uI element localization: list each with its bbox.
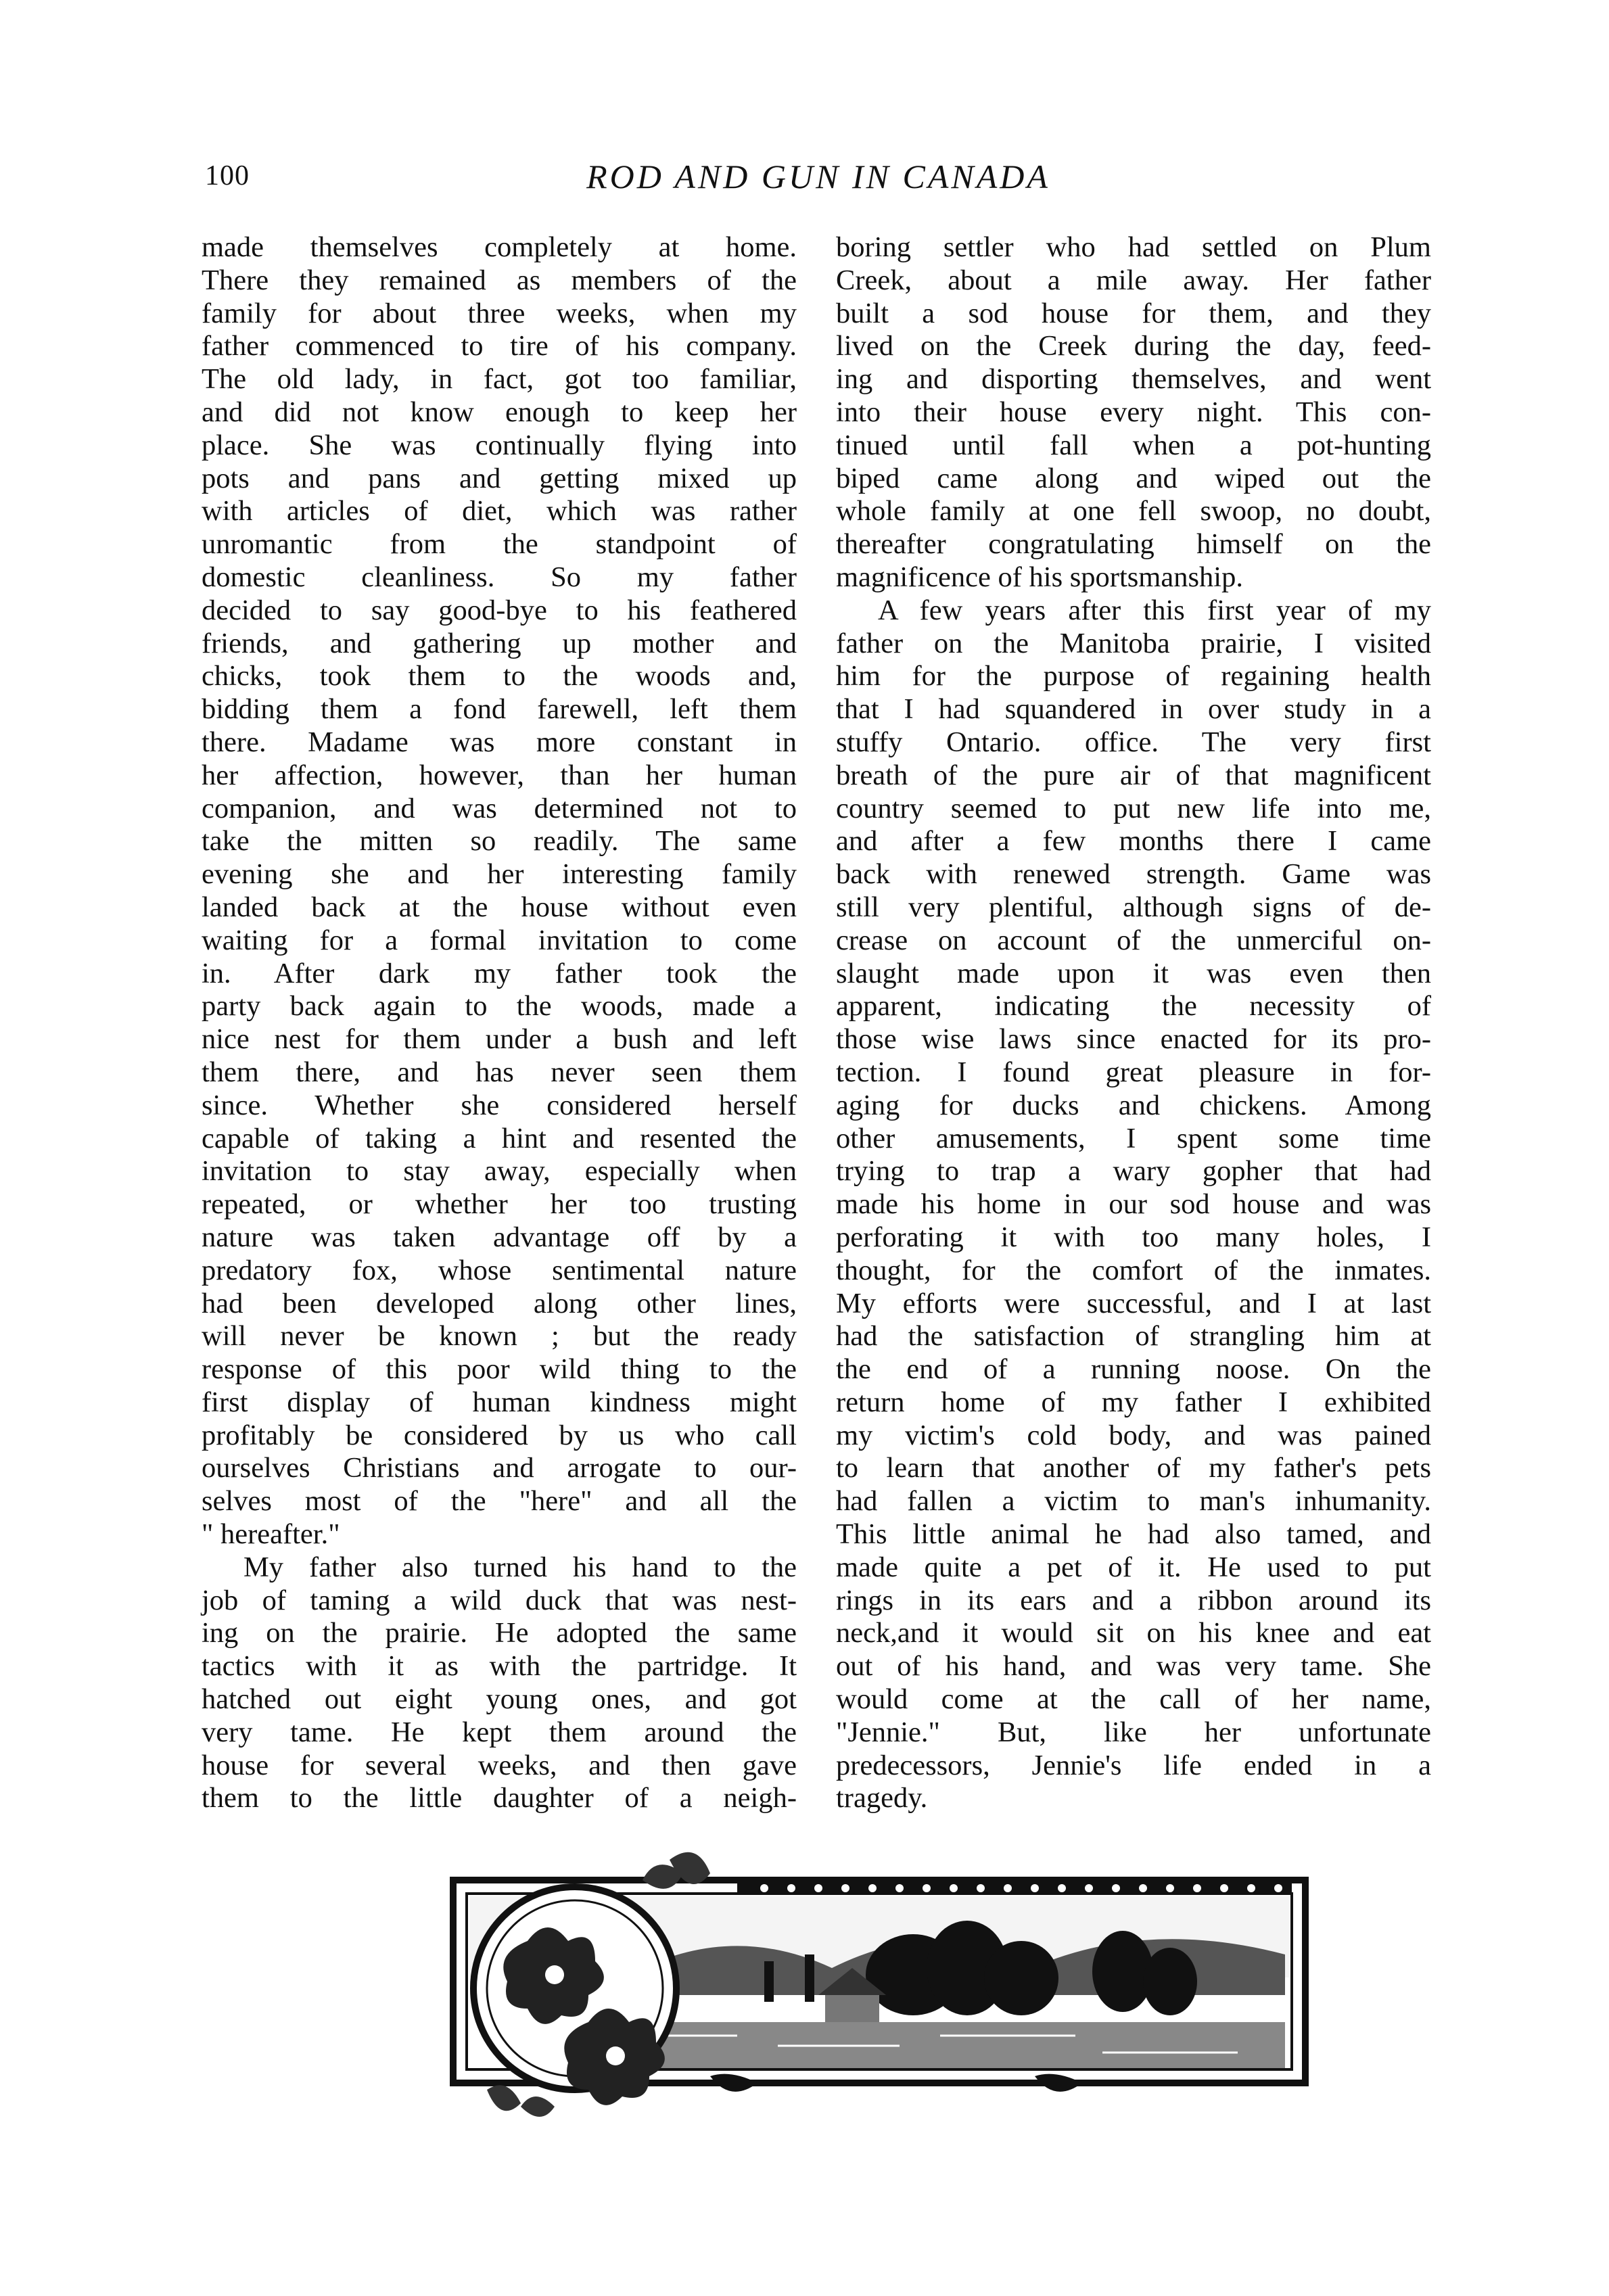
text-line: selves most of the "here" and all the <box>202 1485 797 1518</box>
text-line: had fallen a victim to man's inhumanity. <box>836 1485 1431 1518</box>
text-line: invitation to stay away, especially when <box>202 1155 797 1188</box>
text-line: magnificence of his sportsmanship. <box>836 561 1243 593</box>
text-line: them there, and has never seen them <box>202 1056 797 1088</box>
running-head: ROD AND GUN IN CANADA <box>586 158 1050 195</box>
text-line: apparent, indicating the necessity of <box>836 990 1431 1023</box>
text-line: Creek, about a mile away. Her father <box>836 264 1431 296</box>
text-line: made themselves completely at home. <box>202 231 797 263</box>
text-line: " hereafter." <box>202 1518 340 1551</box>
text-line: first display of human kindness might <box>202 1386 797 1418</box>
text-line: A few years after this first year of my <box>878 594 1431 626</box>
text-line: lived on the Creek during the day, feed- <box>836 330 1431 362</box>
text-line: her affection, however, than her human <box>202 759 797 791</box>
text-line: since. Whether she considered herself <box>202 1089 797 1121</box>
text-line: return home of my father I exhibited <box>836 1386 1431 1418</box>
text-line: nature was taken advantage off by a <box>202 1221 797 1253</box>
text-line: The old lady, in fact, got too familiar, <box>202 363 797 396</box>
page-number: 100 <box>205 160 250 191</box>
text-line: and did not know enough to keep her <box>202 396 797 428</box>
text-line: capable of taking a hint and resented the <box>202 1122 797 1154</box>
text-line: take the mitten so readily. The same <box>202 825 797 858</box>
text-line: bidding them a fond farewell, left them <box>202 693 797 726</box>
text-line: thereafter congratulating himself on the <box>836 528 1431 561</box>
text-line: slaught made upon it was even then <box>836 957 1431 989</box>
text-line: very tame. He kept them around the <box>202 1716 797 1748</box>
text-line: ing on the prairie. He adopted the same <box>202 1617 797 1649</box>
right-column <box>836 231 1431 1815</box>
text-line: that I had squandered in over study in a <box>836 693 1431 726</box>
text-line: repeated, or whether her too trusting <box>202 1188 797 1221</box>
text-line: perforating it with too many holes, I <box>836 1221 1431 1253</box>
text-line: neck,and it would sit on his knee and eat <box>836 1617 1431 1649</box>
text-line: out of his hand, and was very tame. She <box>836 1650 1431 1683</box>
text-line: other amusements, I spent some time <box>836 1122 1431 1154</box>
text-line: landed back at the house without even <box>202 891 797 923</box>
text-line: breath of the pure air of that magnificent <box>836 759 1431 791</box>
text-line: decided to say good-bye to his feathered <box>202 594 797 626</box>
text-line: predatory fox, whose sentimental nature <box>202 1254 797 1286</box>
text-line: family for about three weeks, when my <box>202 297 797 329</box>
text-line: tection. I found great pleasure in for- <box>836 1056 1431 1088</box>
text-line: father on the Manitoba prairie, I visited <box>836 627 1431 659</box>
text-line: place. She was continually flying into <box>202 429 797 461</box>
text-line: companion, and was determined not to <box>202 792 797 824</box>
text-line: made his home in our sod house and was <box>836 1188 1431 1221</box>
text-line: rings in its ears and a ribbon around its <box>836 1584 1431 1616</box>
text-line: "Jennie." But, like her unfortunate <box>836 1716 1431 1748</box>
text-line: will never be known ; but the ready <box>202 1320 797 1353</box>
text-line: crease on account of the unmerciful on- <box>836 924 1431 956</box>
text-line: with articles of diet, which was rather <box>202 495 797 528</box>
text-line: had the satisfaction of strangling him at <box>836 1320 1431 1353</box>
text-line: pots and pans and getting mixed up <box>202 462 797 494</box>
text-line: back with renewed strength. Game was <box>836 858 1431 891</box>
text-line: tragedy. <box>836 1782 928 1814</box>
text-line: chicks, took them to the woods and, <box>202 660 797 693</box>
text-line: had been developed along other lines, <box>202 1287 797 1319</box>
text-line: still very plentiful, although signs of de- <box>836 891 1431 923</box>
text-line: unromantic from the standpoint of <box>202 528 797 561</box>
text-line: father commenced to tire of his company. <box>202 330 797 362</box>
text-line: nice nest for them under a bush and left <box>202 1023 797 1056</box>
text-line: him for the purpose of regaining health <box>836 660 1431 693</box>
text-line: stuffy Ontario. office. The very first <box>836 726 1431 758</box>
text-line: my victim's cold body, and was pained <box>836 1419 1431 1451</box>
text-line: domestic cleanliness. So my father <box>202 561 797 593</box>
text-line: the end of a running noose. On the <box>836 1353 1431 1386</box>
text-line: friends, and gathering up mother and <box>202 627 797 659</box>
text-line: them to the little daughter of a neigh- <box>202 1782 797 1814</box>
text-line: boring settler who had settled on Plum <box>836 231 1431 263</box>
text-line: ourselves Christians and arrogate to our- <box>202 1452 797 1484</box>
landscape-vignette-icon <box>426 1840 1332 2124</box>
text-line: evening she and her interesting family <box>202 858 797 891</box>
left-column <box>202 231 797 1815</box>
text-line: My efforts were successful, and I at last <box>836 1287 1431 1319</box>
text-line: trying to trap a wary gopher that had <box>836 1155 1431 1188</box>
text-line: whole family at one fell swoop, no doubt, <box>836 495 1431 528</box>
text-line: built a sod house for them, and they <box>836 297 1431 329</box>
text-line: hatched out eight young ones, and got <box>202 1683 797 1716</box>
text-line: ing and disporting themselves, and went <box>836 363 1431 396</box>
text-line: in. After dark my father took the <box>202 957 797 989</box>
text-line: those wise laws since enacted for its pro- <box>836 1023 1431 1056</box>
text-line: My father also turned his hand to the <box>243 1551 797 1583</box>
text-line: job of taming a wild duck that was nest- <box>202 1584 797 1616</box>
text-line: This little animal he had also tamed, and <box>836 1518 1431 1551</box>
text-line: house for several weeks, and then gave <box>202 1749 797 1781</box>
text-line: there. Madame was more constant in <box>202 726 797 758</box>
text-line: would come at the call of her name, <box>836 1683 1431 1716</box>
text-line: tactics with it as with the partridge. It <box>202 1650 797 1683</box>
text-line: party back again to the woods, made a <box>202 990 797 1023</box>
text-line: thought, for the comfort of the inmates. <box>836 1254 1431 1286</box>
text-line: to learn that another of my father's pets <box>836 1452 1431 1484</box>
text-line: response of this poor wild thing to the <box>202 1353 797 1386</box>
text-line: waiting for a formal invitation to come <box>202 924 797 956</box>
text-line: tinued until fall when a pot-hunting <box>836 429 1431 461</box>
text-line: biped came along and wiped out the <box>836 462 1431 494</box>
text-line: country seemed to put new life into me, <box>836 792 1431 824</box>
text-line: profitably be considered by us who call <box>202 1419 797 1451</box>
text-line: into their house every night. This con- <box>836 396 1431 428</box>
text-line: made quite a pet of it. He used to put <box>836 1551 1431 1583</box>
text-line: predecessors, Jennie's life ended in a <box>836 1749 1431 1781</box>
text-line: and after a few months there I came <box>836 825 1431 858</box>
text-line: aging for ducks and chickens. Among <box>836 1089 1431 1121</box>
text-line: There they remained as members of the <box>202 264 797 296</box>
